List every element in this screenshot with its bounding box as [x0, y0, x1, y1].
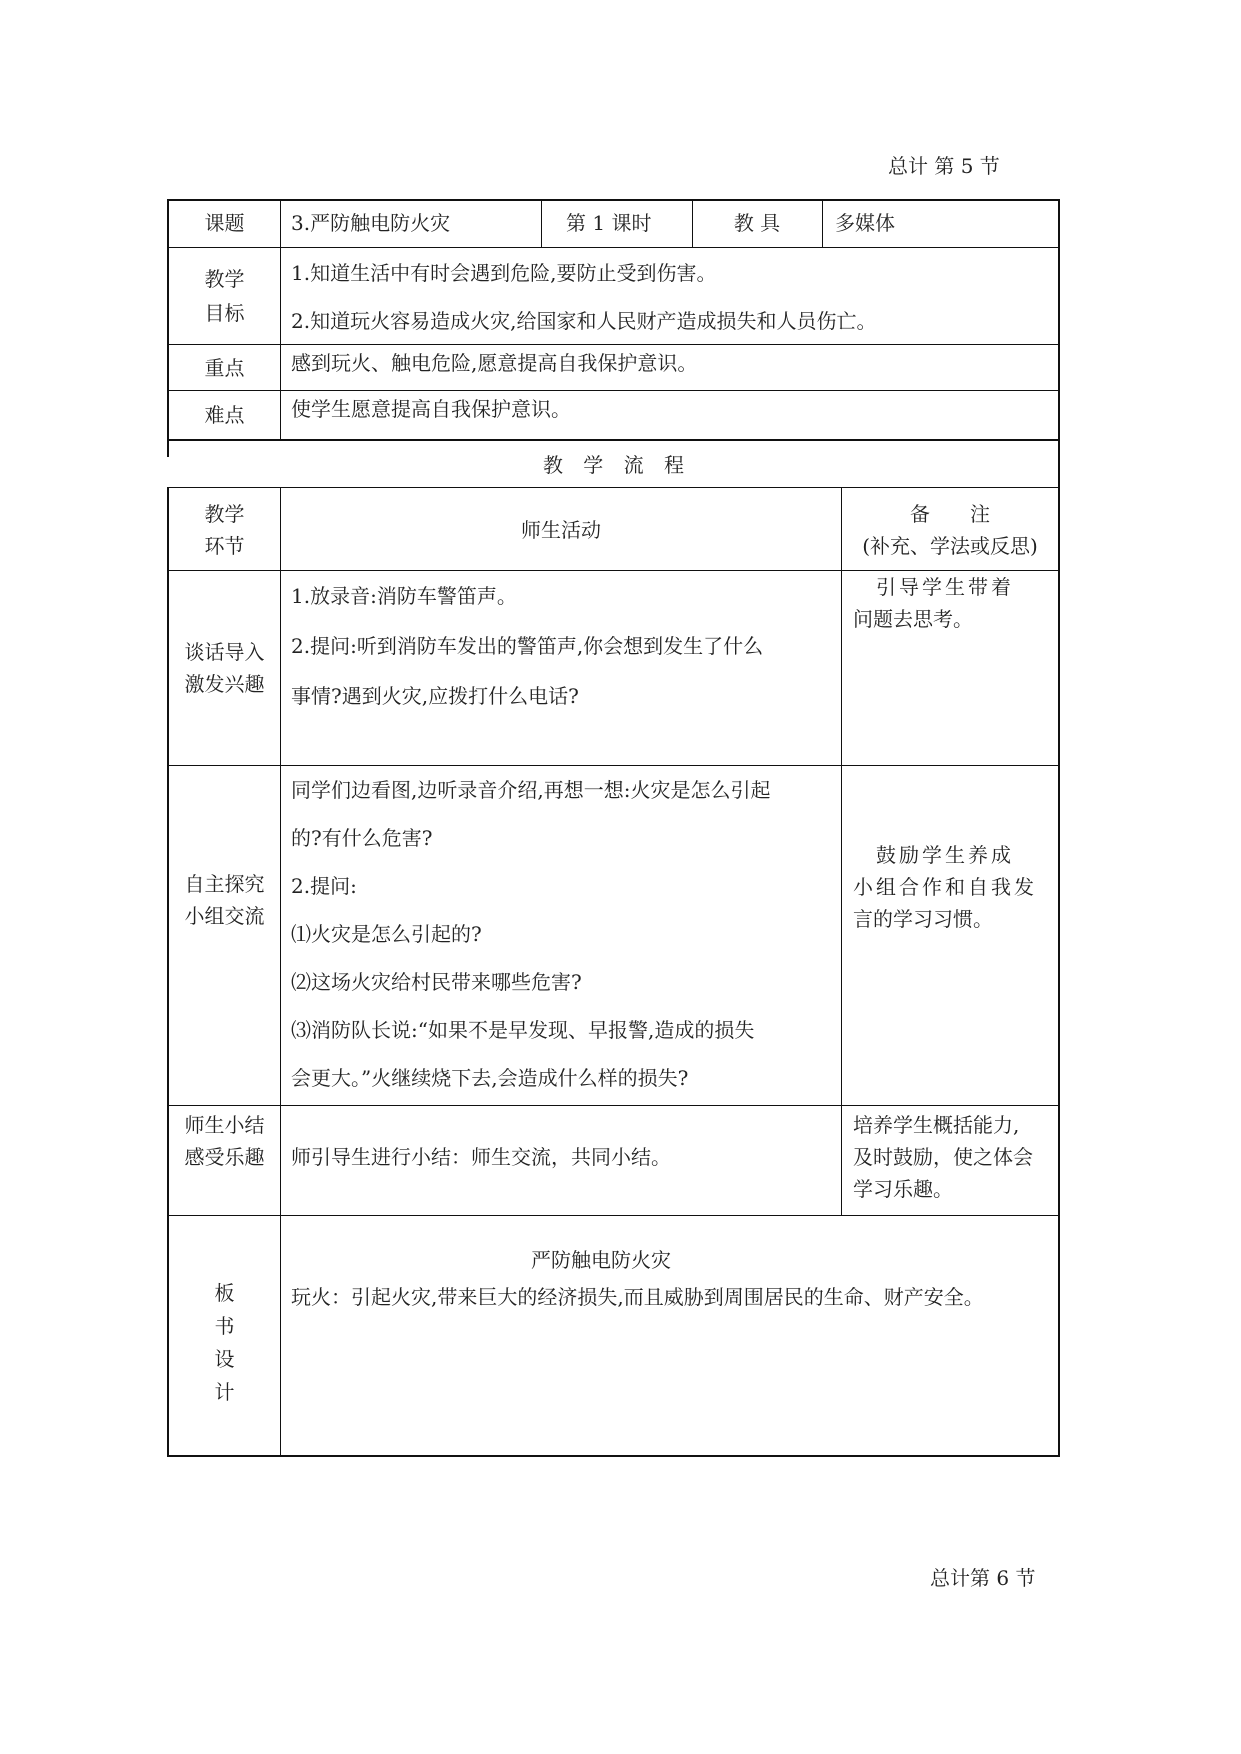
stage-note: 及时鼓励，使之体会: [853, 1145, 1033, 1169]
lesson-topic: 3.严防触电防火灾: [291, 211, 451, 235]
activity-line: 的?有什么危害?: [291, 826, 433, 850]
row-divider: [167, 765, 1060, 766]
table-border-bottom: [167, 1455, 1060, 1457]
activity-line: 1.放录音:消防车警笛声。: [291, 584, 517, 608]
stage-note: [853, 845, 1014, 865]
row-divider: [167, 390, 1060, 391]
flow-title: 教 学 流 程: [542, 453, 685, 477]
table-border-right: [1058, 199, 1060, 1457]
activity-line: 2.提问:: [291, 874, 357, 898]
goal-item: 1.知道生活中有时会遇到危险,要防止受到伤害。: [291, 261, 717, 285]
key-point-label: 重点: [204, 356, 245, 380]
goals-label: 目标: [204, 301, 245, 325]
board-label-char: 板: [214, 1281, 235, 1305]
activity-line: 师引导生进行小结：师生交流，共同小结。: [291, 1145, 671, 1169]
col-divider: [541, 199, 542, 247]
col-divider: [280, 199, 281, 439]
activity-line: 2.提问:听到消防车发出的警笛声,你会想到发生了什么: [291, 634, 764, 658]
stage-label: 小组交流: [184, 904, 265, 928]
table-border-top: [167, 199, 1060, 201]
topic-label: 课题: [204, 211, 245, 235]
difficulty-label: 难点: [204, 403, 245, 427]
board-title: 严防触电防火灾: [531, 1248, 671, 1272]
goals-label: 教学: [204, 267, 245, 291]
activity-line: ⑴火灾是怎么引起的?: [291, 922, 482, 946]
stage-label: 师生小结: [184, 1113, 265, 1137]
tools-label: 教 具: [733, 211, 781, 235]
teaching-tools: 多媒体: [835, 211, 895, 235]
row-divider: [167, 1215, 1060, 1216]
board-label-char: 书: [214, 1314, 235, 1338]
stage-note: 培养学生概括能力,: [853, 1113, 1020, 1137]
col-divider: [280, 487, 281, 1455]
row-divider: [167, 570, 1060, 571]
activity-line: ⑶消防队长说:“如果不是早发现、早报警,造成的损失: [291, 1018, 755, 1042]
page-counter-bottom: 总计第 6 节: [930, 1566, 1036, 1590]
stage-note: [853, 577, 1014, 597]
activity-line: 事情?遇到火灾,应拨打什么电话?: [291, 684, 579, 708]
stage-note-text: 鼓励学生养成: [876, 843, 1014, 867]
stage-header: 环节: [204, 534, 245, 558]
stage-note: 小组合作和自我发: [853, 875, 1037, 899]
stage-label: 自主探究: [184, 872, 265, 896]
table-border-left: [167, 487, 169, 1457]
key-point-text: 感到玩火、触电危险,愿意提高自我保护意识。: [291, 351, 698, 375]
stage-label: 谈话导入: [184, 640, 265, 664]
notes-header: (补充、学法或反思): [862, 534, 1038, 558]
lesson-period: 第 1 课时: [566, 211, 652, 235]
goal-item: 2.知道玩火容易造成火灾,给国家和人民财产造成损失和人员伤亡。: [291, 309, 877, 333]
stage-label: 感受乐趣: [184, 1145, 265, 1169]
col-divider: [841, 487, 842, 1215]
stage-note: 学习乐趣。: [853, 1177, 953, 1201]
page-counter-top: 总计 第 5 节: [888, 154, 1000, 178]
stage-label: 激发兴趣: [184, 672, 265, 696]
stage-note-text: 引导学生带着: [876, 575, 1014, 599]
col-divider: [822, 199, 823, 247]
board-label-char: 设: [214, 1347, 235, 1371]
row-divider: [167, 344, 1060, 345]
row-divider: [167, 487, 1060, 488]
activity-line: ⑵这场火灾给村民带来哪些危害?: [291, 970, 582, 994]
board-label-char: 计: [214, 1380, 235, 1404]
stage-header: 教学: [204, 502, 245, 526]
row-divider: [167, 439, 1060, 441]
difficulty-text: 使学生愿意提高自我保护意识。: [291, 397, 571, 421]
activity-line: 会更大。”火继续烧下去,会造成什么样的损失?: [291, 1066, 689, 1090]
activity-line: 同学们边看图,边听录音介绍,再想一想:火灾是怎么引起: [291, 778, 771, 802]
row-divider: [167, 1105, 1060, 1106]
activity-header: 师生活动: [521, 518, 601, 542]
board-line: 玩火：引起火灾,带来巨大的经济损失,而且威胁到周围居民的生命、财产安全。: [291, 1285, 984, 1309]
row-divider: [167, 247, 1060, 248]
stage-note: 言的学习习惯。: [853, 907, 993, 931]
stage-note: 问题去思考。: [853, 607, 973, 631]
notes-header: 备 注: [910, 502, 990, 526]
